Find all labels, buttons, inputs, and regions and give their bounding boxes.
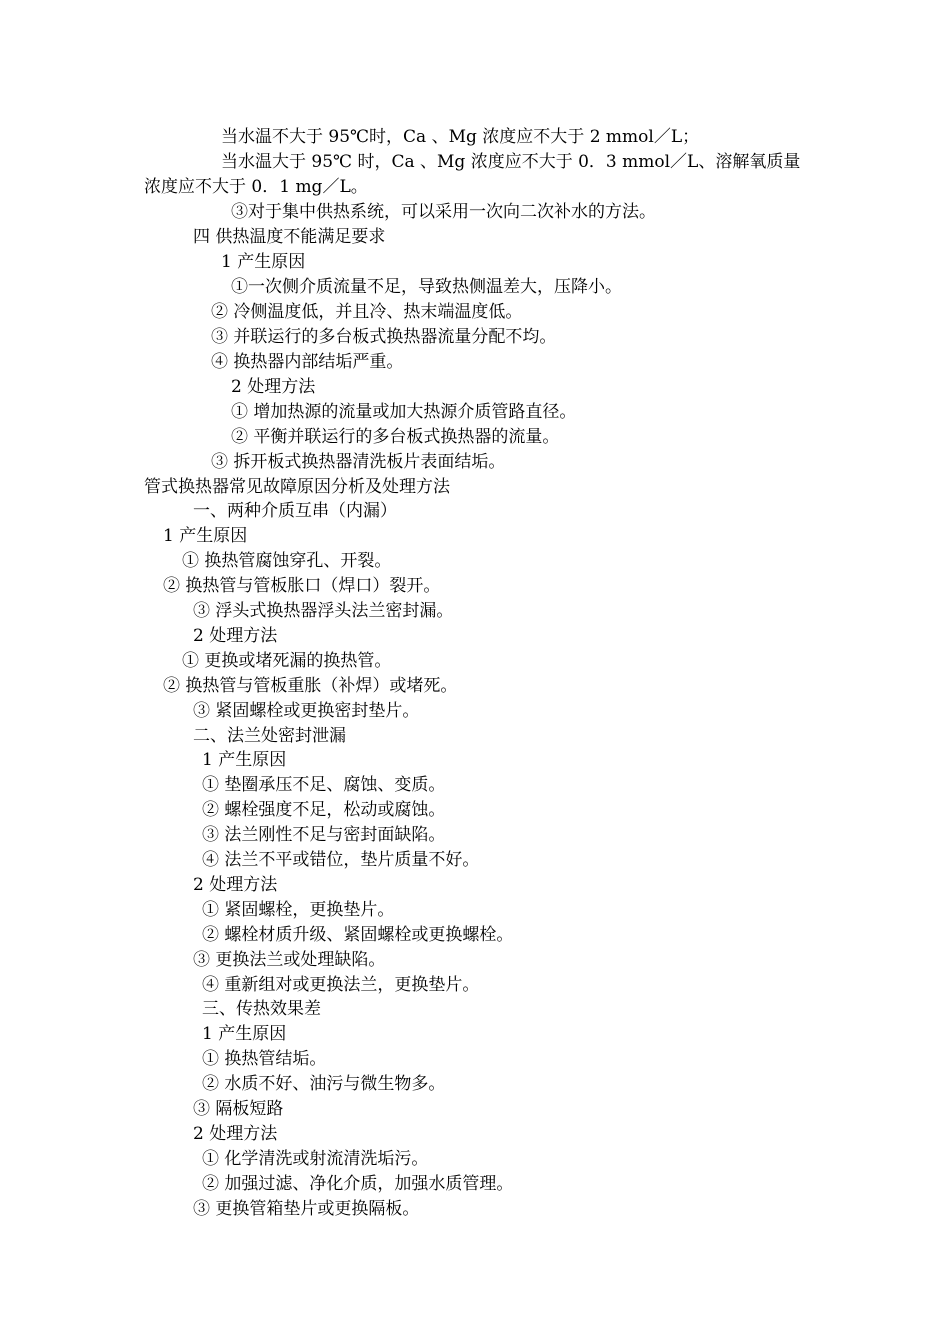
list-item: ② 换热管与管板胀口（焊口）裂开。 [163,576,441,596]
list-item: ① 更换或堵死漏的换热管。 [182,651,392,671]
list-item: ③ 更换法兰或处理缺陷。 [193,950,386,970]
list-item: ①一次侧介质流量不足，导致热侧温差大，压降小。 [231,277,622,297]
section-heading-poor-heat-transfer: 三、传热效果差 [202,999,321,1019]
section-title-tube-exchanger: 管式换热器常见故障原因分析及处理方法 [144,477,450,497]
list-item: ① 垫圈承压不足、腐蚀、变质。 [202,775,446,795]
list-item: ③ 法兰刚性不足与密封面缺陷。 [202,825,446,845]
subheading-method: 2 处理方法 [193,875,278,895]
list-item: ③ 并联运行的多台板式换热器流量分配不均。 [211,327,557,347]
subheading-cause: 1 产生原因 [221,252,306,272]
section-heading-temp-insufficient: 四 供热温度不能满足要求 [193,227,386,247]
section-heading-internal-leak: 一、两种介质互串（内漏） [193,501,397,521]
text-line-central-heating: ③对于集中供热系统，可以采用一次向二次补水的方法。 [231,202,656,222]
text-line-water-temp-low: 当水温不大于 95℃时，Ca 、Mg 浓度应不大于 2 mmol／L； [221,127,700,147]
subheading-method: 2 处理方法 [193,626,278,646]
list-item: ④ 换热器内部结垢严重。 [211,352,404,372]
list-item: ③ 紧固螺栓或更换密封垫片。 [193,701,420,721]
list-item: ② 换热管与管板重胀（补焊）或堵死。 [163,676,458,696]
list-item: ③ 更换管箱垫片或更换隔板。 [193,1199,420,1219]
list-item: ④ 法兰不平或错位，垫片质量不好。 [202,850,480,870]
text-line-oxygen-limit: 浓度应不大于 0．1 mg／L。 [144,177,368,197]
list-item: ① 换热管腐蚀穿孔、开裂。 [182,551,392,571]
list-item: ③ 隔板短路 [193,1099,284,1119]
subheading-cause: 1 产生原因 [202,750,287,770]
list-item: ② 加强过滤、净化介质，加强水质管理。 [202,1174,514,1194]
list-item: ④ 重新组对或更换法兰，更换垫片。 [202,975,480,995]
subheading-method: 2 处理方法 [193,1124,278,1144]
list-item: ② 平衡并联运行的多台板式换热器的流量。 [231,427,560,447]
subheading-cause: 1 产生原因 [202,1024,287,1044]
section-heading-flange-leak: 二、法兰处密封泄漏 [193,726,346,746]
list-item: ③ 拆开板式换热器清洗板片表面结垢。 [211,452,506,472]
list-item: ① 增加热源的流量或加大热源介质管路直径。 [231,402,577,422]
list-item: ② 螺栓强度不足，松动或腐蚀。 [202,800,446,820]
list-item: ① 化学清洗或射流清洗垢污。 [202,1149,429,1169]
list-item: ① 紧固螺栓，更换垫片。 [202,900,395,920]
subheading-method: 2 处理方法 [231,377,316,397]
text-line-water-temp-high: 当水温大于 95℃ 时，Ca 、Mg 浓度应不大于 0．3 mmol／L、溶解氧质量 [221,152,801,172]
subheading-cause: 1 产生原因 [163,526,248,546]
list-item: ① 换热管结垢。 [202,1049,327,1069]
list-item: ③ 浮头式换热器浮头法兰密封漏。 [193,601,454,621]
list-item: ② 螺栓材质升级、紧固螺栓或更换螺栓。 [202,925,514,945]
list-item: ② 冷侧温度低，并且冷、热末端温度低。 [211,302,523,322]
list-item: ② 水质不好、油污与微生物多。 [202,1074,446,1094]
